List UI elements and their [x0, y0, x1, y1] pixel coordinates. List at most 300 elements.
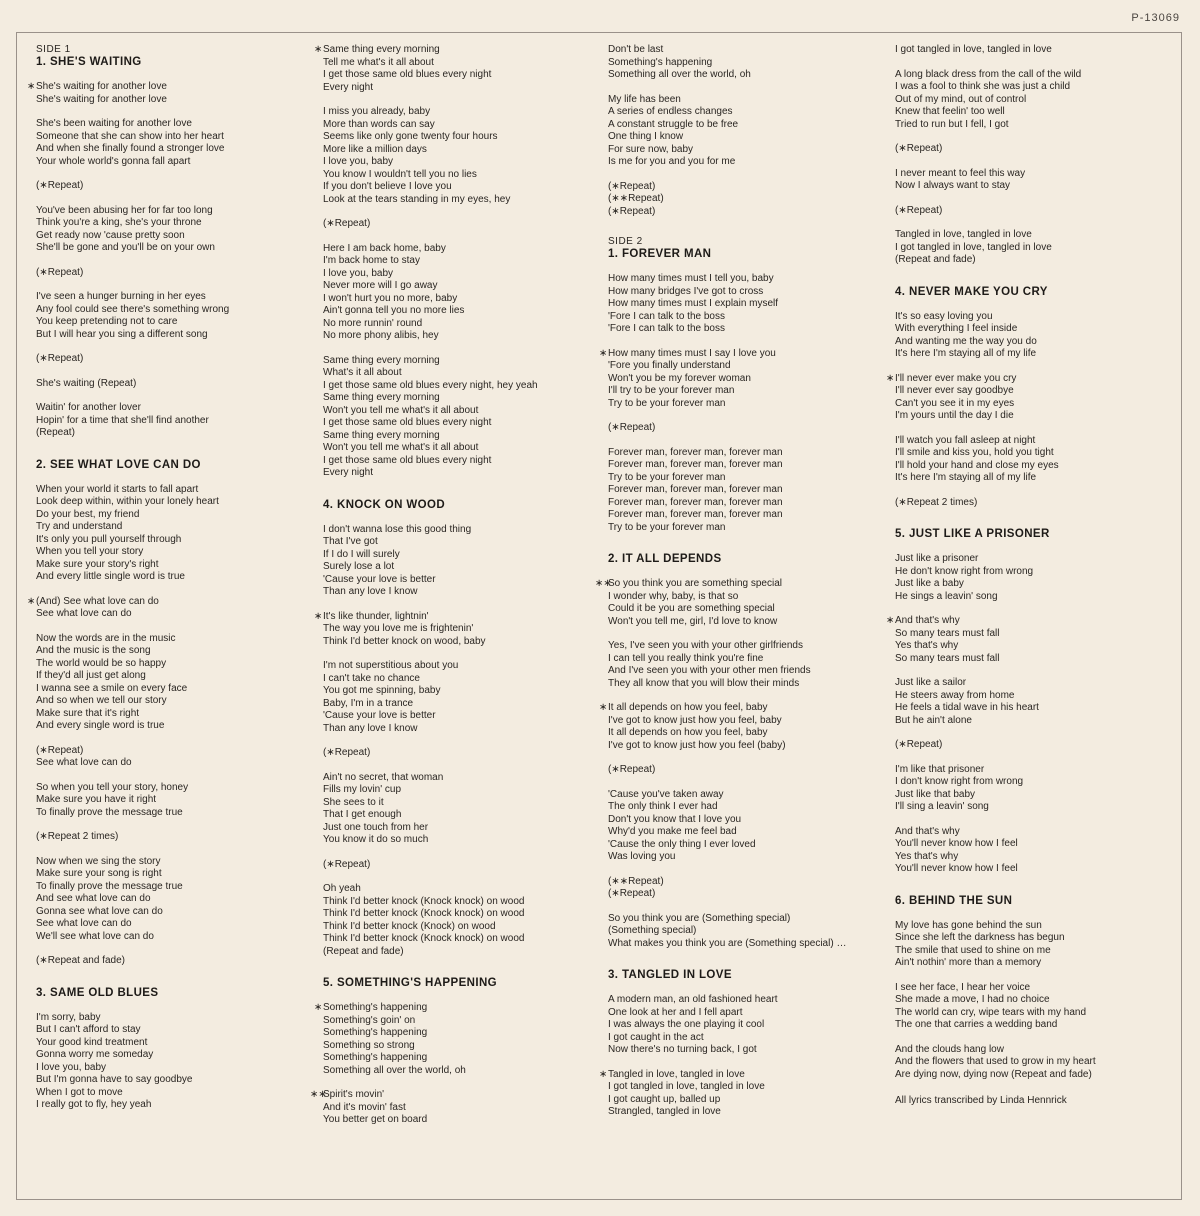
lyric-line: With everything I feel inside — [895, 323, 1018, 334]
lyric-line: It's like thunder, lightnin' ∗ — [314, 610, 429, 622]
lyric-line: Baby, I'm in a trance — [323, 697, 414, 709]
stanza — [323, 243, 593, 343]
lyric-line: Gonna see what love can do — [36, 905, 163, 917]
lyric-line: Just one touch from her — [323, 821, 429, 833]
lyric-line: 'Cause the only thing I ever loved — [608, 838, 756, 850]
song-title: 2. SEE WHAT LOVE CAN DO — [36, 458, 201, 471]
repeat-marker: ∗ — [314, 610, 323, 622]
lyric-line: Every night — [323, 467, 374, 478]
lyric-line: A series of endless changes — [608, 106, 733, 117]
lyric-line: Forever man, forever man, forever man — [608, 496, 783, 508]
stanza — [323, 524, 593, 599]
lyric-line: I'm back home to stay — [323, 255, 420, 266]
repeat-marker: ∗ — [27, 81, 36, 92]
lyric-line: I'll never ever say goodbye — [895, 385, 1014, 396]
lyric-line: (∗Repeat) — [323, 747, 371, 758]
lyric-line: Are dying now, dying now (Repeat and fade) — [895, 1068, 1092, 1080]
lyric-line: Make sure your song is right — [36, 868, 162, 879]
stanza — [36, 745, 301, 770]
stanza — [608, 44, 888, 82]
lyric-line: Now I always want to stay — [895, 180, 1011, 191]
lyric-line: More like a million days — [323, 143, 427, 155]
lyric-line: Your whole world's gonna fall apart — [36, 155, 191, 167]
stanza — [608, 447, 888, 535]
lyric-line: (∗Repeat) — [895, 143, 943, 154]
song-same-old-blues-part-1 — [36, 986, 301, 1112]
lyric-line: It all depends on how you feel, baby — [608, 727, 768, 738]
lyric-line: I can tell you really think you're fine — [608, 652, 764, 664]
song-title: 5. SOMETHING'S HAPPENING — [323, 977, 497, 989]
repeat-marker: ∗ — [886, 615, 895, 626]
lyric-line: And when she finally found a stronger love — [36, 143, 225, 154]
stanza — [36, 205, 301, 255]
lyric-line: I get those same old blues every night — [323, 454, 492, 466]
lyric-line: (Something special) — [608, 925, 697, 936]
lyric-line: Something so strong — [323, 1039, 415, 1051]
lyric-line: When you tell your story — [36, 546, 144, 557]
lyric-line: Fills my lovin' cup — [323, 784, 402, 795]
lyric-line: I'll watch you fall asleep at night — [895, 434, 1036, 446]
lyric-line: She's waiting for another love — [36, 93, 167, 105]
lyric-line: So when you tell your story, honey — [36, 781, 189, 793]
lyric-line: My life has been — [608, 93, 681, 105]
stanza — [895, 826, 1165, 876]
lyric-line: Out of my mind, out of control — [895, 93, 1027, 105]
lyric-line: Make sure you have it right — [36, 794, 157, 805]
stanza — [595, 578, 888, 628]
lyric-line: He sings a leavin' song — [895, 590, 998, 602]
lyric-line: The one that carries a wedding band — [895, 1019, 1058, 1030]
lyric-line: To finally prove the message true — [36, 806, 183, 818]
lyric-line: Now the words are in the music — [36, 632, 176, 644]
lyric-line: Something's happening — [608, 56, 713, 68]
lyric-line: Think I'd better knock on wood, baby — [323, 635, 486, 647]
stanza — [895, 764, 1165, 814]
lyric-line: Surely lose a lot — [323, 561, 395, 572]
lyric-line: (∗Repeat) — [608, 764, 656, 775]
column-4 — [886, 44, 1165, 1107]
lyric-line: Than any love I know — [323, 586, 418, 597]
lyric-line: 'Cause you've taken away — [608, 788, 724, 800]
lyric-line: The way you love me is frightenin' — [323, 623, 474, 634]
stanza — [36, 955, 301, 968]
lyric-line: I wanna see a smile on every face — [36, 682, 188, 694]
repeat-marker: ∗ — [599, 1068, 608, 1080]
stanza — [323, 859, 593, 872]
lyric-line: Gonna worry me someday — [36, 1049, 154, 1060]
lyric-line: It all depends on how you feel, baby ∗ — [599, 702, 768, 713]
song-knock-on-wood — [314, 498, 593, 959]
song-it-all-depends — [595, 552, 888, 950]
lyric-line: Won't you be my forever woman — [608, 372, 751, 384]
stanza — [323, 218, 593, 231]
repeat-marker: ∗ — [27, 595, 36, 607]
stanza — [323, 660, 593, 735]
lyric-line: And the flowers that used to grow in my heart — [895, 1056, 1096, 1067]
lyric-line: If they'd all just get along — [36, 670, 146, 681]
lyric-line: Ain't nothin' more than a memory — [895, 957, 1042, 968]
lyric-line: Try to be your forever man — [608, 471, 726, 483]
stanza — [608, 640, 888, 690]
lyric-line: Won't you tell me, girl, I'd love to know — [608, 615, 778, 627]
lyric-line: See what love can do — [36, 608, 132, 619]
lyric-line: You better get on board — [323, 1114, 428, 1125]
stanza — [886, 372, 1165, 423]
lyric-line: The smile that used to shine on me — [895, 944, 1051, 956]
lyric-line: Make sure that it's right — [36, 707, 140, 719]
lyric-line: What's it all about — [323, 367, 402, 378]
stanza — [36, 1012, 301, 1112]
lyric-line: I've got to know just how you feel (baby) — [608, 739, 786, 751]
lyric-line: Forever man, forever man, forever man — [608, 509, 783, 520]
lyric-line: And wanting me the way you do — [895, 335, 1037, 347]
stanza — [36, 353, 301, 366]
lyric-line: So you think you are something special ∗∗ — [595, 578, 782, 589]
lyric-line: If I do I will surely — [323, 548, 400, 560]
lyric-line: And the music is the song — [36, 645, 151, 656]
lyric-line: The world would be so happy — [36, 657, 167, 669]
stanza — [895, 168, 1165, 193]
repeat-marker: ∗ — [599, 702, 608, 713]
lyric-line: (∗Repeat) — [36, 266, 84, 278]
lyric-line: 'Fore I can talk to the boss — [608, 323, 725, 334]
lyric-line: How many times must I explain myself — [608, 298, 779, 309]
song-just-like-a-prisoner — [886, 527, 1165, 876]
stanza — [608, 764, 888, 777]
lyric-line: To finally prove the message true — [36, 880, 183, 892]
lyric-line: Think you're a king, she's your throne — [36, 217, 202, 228]
lyric-line: It's so easy loving you — [895, 310, 993, 322]
stanza — [895, 311, 1165, 361]
lyric-line: (∗Repeat) — [608, 888, 656, 899]
song-title: 2. IT ALL DEPENDS — [608, 553, 722, 565]
stanza — [895, 435, 1165, 485]
lyric-line: Try to be your forever man — [608, 397, 726, 409]
lyric-line: I'm yours until the day I die — [895, 410, 1014, 421]
lyric-line: Forever man, forever man, forever man — [608, 459, 783, 470]
lyric-line: Same thing every morning — [323, 354, 440, 366]
lyric-line: Tell me what's it all about — [323, 56, 434, 68]
song-title: 3. TANGLED IN LOVE — [608, 969, 732, 981]
column-2 — [310, 44, 593, 1145]
stanza — [310, 1089, 593, 1127]
song-never-make-you-cry — [886, 285, 1165, 510]
song-title: 6. BEHIND THE SUN — [895, 894, 1013, 907]
lyric-line: (∗Repeat) — [608, 422, 656, 433]
lyric-line: (Repeat) — [36, 427, 75, 438]
lyric-line: Get ready now 'cause pretty soon — [36, 229, 185, 241]
side-1-label: SIDE 1 — [36, 44, 71, 55]
lyric-line: I wonder why, baby, is that so — [608, 590, 739, 602]
lyric-line: And see what love can do — [36, 893, 151, 904]
lyric-line: I'll try to be your forever man — [608, 385, 735, 396]
stanza — [608, 181, 888, 219]
lyric-line: She's waiting (Repeat) — [36, 377, 137, 389]
stanza — [36, 484, 301, 584]
lyric-line: Waitin' for another lover — [36, 402, 141, 413]
lyric-line: (∗Repeat) — [36, 744, 84, 756]
lyric-line: Never more will I go away — [323, 280, 438, 291]
lyric-line: (∗Repeat) — [36, 353, 84, 364]
repeat-marker: ∗ — [886, 372, 895, 384]
lyric-line: Look at the tears standing in my eyes, hey — [323, 193, 511, 205]
lyric-line: Don't you know that I love you — [608, 813, 742, 825]
song-title: 4. KNOCK ON WOOD — [323, 498, 446, 511]
lyric-line: Ain't no secret, that woman — [323, 771, 444, 783]
lyric-line: Someone that she can show into her heart — [36, 130, 224, 142]
lyric-line: I'll sing a leavin' song — [895, 801, 989, 812]
lyric-line: Make sure your story's right — [36, 558, 159, 570]
stanza — [323, 747, 593, 760]
side-2-label: SIDE 2 — [608, 236, 643, 247]
lyric-line: I got caught up, balled up — [608, 1093, 721, 1105]
lyric-line: (∗Repeat) — [323, 858, 371, 870]
lyric-line: (∗Repeat 2 times) — [895, 496, 978, 508]
lyric-line: I'm not superstitious about you — [323, 660, 459, 671]
lyric-line: Yes that's why — [895, 850, 959, 862]
stanza — [36, 782, 301, 820]
stanza — [27, 595, 301, 621]
lyric-line: Just like a baby — [895, 578, 964, 589]
song-title: 4. NEVER MAKE YOU CRY — [895, 285, 1048, 298]
lyric-line: She's been waiting for another love — [36, 118, 192, 129]
lyric-line: I was a fool to think she was just a child — [895, 81, 1071, 92]
lyric-line: What makes you think you are (Something special) … — [608, 937, 847, 949]
stanza — [36, 856, 301, 944]
lyric-line: I'll hold your hand and close my eyes — [895, 459, 1059, 471]
lyric-line: Just like a prisoner — [895, 553, 979, 564]
lyric-line: He don't know right from wrong — [895, 565, 1034, 577]
lyric-line: One look at her and I fell apart — [608, 1006, 743, 1018]
lyric-line: Can't you see it in my eyes — [895, 397, 1015, 409]
lyric-line: But I'm gonna have to say goodbye — [36, 1074, 193, 1085]
lyric-line: (∗Repeat) — [895, 204, 943, 216]
lyric-line: A long black dress from the call of the wild — [895, 68, 1082, 80]
lyric-line: For sure now, baby — [608, 143, 694, 155]
lyric-line: (∗Repeat) — [608, 180, 656, 192]
stanza — [36, 402, 301, 440]
lyric-line: Yes that's why — [895, 640, 959, 651]
stanza — [36, 267, 301, 280]
lyric-line: When your world it starts to fall apart — [36, 483, 199, 495]
stanza — [36, 118, 301, 168]
stanza — [36, 180, 301, 193]
catalog-number: P-13069 — [1131, 12, 1180, 24]
lyric-line: Something's happening ∗ — [314, 1002, 428, 1013]
lyric-line: I never meant to feel this way — [895, 167, 1026, 179]
stanza — [27, 81, 301, 106]
song-behind-the-sun — [895, 894, 1165, 1082]
lyric-line: And every single word is true — [36, 720, 165, 731]
repeat-marker: ∗ — [599, 347, 608, 359]
stanza — [599, 1068, 888, 1119]
repeat-marker: ∗∗ — [595, 578, 612, 589]
stanza — [895, 205, 1165, 218]
lyric-line: She's waiting for another love ∗ — [27, 81, 167, 92]
song-title: 3. SAME OLD BLUES — [36, 986, 159, 999]
lyric-line: We'll see what love can do — [36, 930, 154, 942]
lyric-line: How many times must I tell you, baby — [608, 273, 774, 284]
lyric-line: My love has gone behind the sun — [895, 919, 1042, 931]
lyric-line: But I will hear you sing a different song — [36, 328, 208, 340]
lyric-line: I love you, baby — [323, 156, 394, 167]
lyric-line: Think I'd better knock (Knock) on wood — [323, 920, 496, 932]
stanza — [599, 347, 888, 411]
lyric-line: She sees to it — [323, 796, 384, 808]
lyric-line: Same thing every morning — [323, 392, 440, 403]
lyric-line: So you think you are (Something special) — [608, 912, 791, 924]
lyric-line: Strangled, tangled in love — [608, 1106, 721, 1117]
lyric-line: Do your best, my friend — [36, 508, 140, 520]
lyric-line: And every little single word is true — [36, 571, 185, 582]
song-shes-waiting — [27, 55, 301, 440]
lyric-line: I get those same old blues every night, hey yeah — [323, 379, 538, 391]
lyric-line: Just like a sailor — [895, 677, 967, 688]
column-1 — [27, 44, 301, 1130]
lyric-line: It's here I'm staying all of my life — [895, 472, 1037, 483]
lyric-line: I was always the one playing it cool — [608, 1019, 765, 1030]
lyric-line: I get those same old blues every night — [323, 417, 492, 428]
lyric-line: Than any love I know — [323, 722, 418, 734]
lyric-line: Why'd you make me feel bad — [608, 826, 737, 837]
lyric-line: You'll never know how I feel — [895, 863, 1018, 874]
lyric-line: Same thing every morning — [323, 429, 440, 441]
lyric-line: One thing I know — [608, 131, 684, 142]
lyric-line: Don't be last — [608, 44, 664, 55]
lyric-line: And so when we tell our story — [36, 695, 167, 706]
lyric-line: (∗∗Repeat) — [608, 875, 664, 887]
song-tangled-in-love-part-1 — [599, 968, 888, 1119]
lyric-line: Yes, I've seen you with your other girlfriends — [608, 640, 803, 651]
lyric-line: Your good kind treatment — [36, 1036, 148, 1048]
lyric-line: A modern man, an old fashioned heart — [608, 994, 778, 1005]
lyric-line: You got me spinning, baby — [323, 685, 441, 696]
lyric-line: She made a move, I had no choice — [895, 994, 1050, 1005]
lyric-line: 'Fore I can talk to the boss — [608, 310, 725, 322]
repeat-marker: ∗∗ — [310, 1089, 327, 1100]
lyric-line: The world can cry, wipe tears with my hand — [895, 1006, 1087, 1018]
stanza — [314, 44, 593, 94]
lyric-line: Now when we sing the story — [36, 855, 161, 867]
stanza — [895, 69, 1165, 132]
song-title: 1. SHE'S WAITING — [36, 56, 142, 68]
lyric-line: Something all over the world, oh — [323, 1064, 466, 1076]
lyric-line: When I got to move — [36, 1086, 123, 1098]
lyric-line: Oh yeah — [323, 883, 361, 894]
lyric-line: Was loving you — [608, 851, 676, 862]
stanza — [608, 422, 888, 435]
lyric-line: (And) See what love can do ∗ — [27, 595, 159, 607]
lyric-line: Forever man, forever man, forever man — [608, 484, 783, 495]
lyric-line: They all know that you will blow their minds — [608, 677, 800, 689]
lyric-line: More than words can say — [323, 118, 435, 130]
lyric-line: You keep pretending not to care — [36, 316, 178, 327]
lyric-line: You've been abusing her for far too long — [36, 204, 213, 216]
lyric-line: Spirit's movin' ∗∗ — [310, 1089, 385, 1100]
stanza — [323, 106, 593, 206]
lyric-line: And I've seen you with your other men friends — [608, 665, 811, 676]
lyric-line: I've seen a hunger burning in her eyes — [36, 291, 206, 302]
lyric-line: Hopin' for a time that she'll find another — [36, 414, 209, 426]
lyric-line: And it's movin' fast — [323, 1101, 406, 1113]
lyric-line: How many bridges I've got to cross — [608, 285, 764, 297]
lyric-line: How many times must I say I love you ∗ — [599, 347, 776, 359]
lyric-line: Ain't gonna tell you no more lies — [323, 305, 465, 316]
song-somethings-happening-part-2 — [608, 44, 888, 218]
lyric-line: (∗∗Repeat) — [608, 193, 664, 204]
lyric-line: Same thing every morning ∗ — [314, 44, 440, 55]
lyric-line: I really got to fly, hey yeah — [36, 1099, 152, 1110]
lyric-line: Look deep within, within your lonely heart — [36, 496, 219, 507]
stanza — [36, 291, 301, 341]
lyric-line: Won't you tell me what's it all about — [323, 442, 479, 453]
stanza — [895, 739, 1165, 752]
lyric-line: Forever man, forever man, forever man — [608, 446, 783, 458]
stanza — [599, 702, 888, 752]
column-3 — [595, 44, 888, 1137]
song-tangled-in-love-part-2 — [895, 44, 1165, 267]
lyric-line: So many tears must fall — [895, 652, 1000, 664]
lyric-line: Think I'd better knock (Knock knock) on wood — [323, 908, 525, 919]
repeat-marker: ∗ — [314, 1002, 323, 1013]
lyric-line: He feels a tidal wave in his heart — [895, 702, 1039, 713]
lyric-line: Something's happening — [323, 1027, 428, 1038]
lyric-line: I see her face, I hear her voice — [895, 981, 1031, 993]
stanza — [895, 677, 1165, 727]
lyric-line: No more runnin' round — [323, 317, 423, 329]
lyric-line: Any fool could see there's something wrong — [36, 303, 230, 315]
lyric-line: And that's why ∗ — [886, 615, 960, 626]
lyric-line: Something's happening — [323, 1052, 428, 1063]
stanza — [608, 913, 888, 951]
lyric-line: It's only you pull yourself through — [36, 533, 182, 545]
lyric-line: I got tangled in love, tangled in love — [895, 241, 1052, 253]
lyric-line: I've got to know just how you feel, baby — [608, 714, 782, 726]
song-same-old-blues-part-2 — [314, 44, 593, 480]
lyric-line: But he ain't alone — [895, 714, 972, 726]
stanza — [323, 355, 593, 480]
song-see-what-love-can-do — [27, 458, 301, 968]
lyric-line: See what love can do — [36, 918, 132, 929]
lyric-line: I got tangled in love, tangled in love — [608, 1081, 765, 1092]
stanza — [895, 44, 1165, 57]
stanza — [323, 883, 593, 958]
lyric-line: (Repeat and fade) — [323, 945, 404, 957]
stanza — [895, 497, 1165, 510]
lyric-line: The only think I ever had — [608, 801, 718, 812]
stanza — [36, 633, 301, 733]
lyric-line: Something's goin' on — [323, 1014, 416, 1026]
lyric-line: (∗Repeat) — [895, 739, 943, 750]
lyric-line: 'Cause your love is better — [323, 573, 436, 585]
lyric-line: Think I'd better knock (Knock knock) on wood — [323, 895, 525, 907]
lyric-line: Something all over the world, oh — [608, 69, 751, 80]
lyric-line: Think I'd better knock (Knock knock) on wood — [323, 933, 525, 944]
song-title: 5. JUST LIKE A PRISONER — [895, 528, 1050, 540]
lyric-line: Knew that feelin' too well — [895, 106, 1005, 117]
lyric-line: But I can't afford to stay — [36, 1024, 141, 1035]
stanza — [608, 789, 888, 864]
lyric-line: I'll never ever make you cry ∗ — [886, 372, 1017, 384]
lyric-line: I get those same old blues every night — [323, 69, 492, 80]
lyric-line: I love you, baby — [323, 267, 394, 279]
song-title: 1. FOREVER MAN — [608, 248, 712, 260]
stanza — [895, 553, 1165, 603]
lyric-line: Tangled in love, tangled in love — [895, 229, 1032, 240]
lyric-line: She'll be gone and you'll be on your own — [36, 242, 215, 253]
lyric-line: You'll never know how I feel — [895, 838, 1018, 849]
lyric-line: 'Cause your love is better — [323, 710, 436, 721]
